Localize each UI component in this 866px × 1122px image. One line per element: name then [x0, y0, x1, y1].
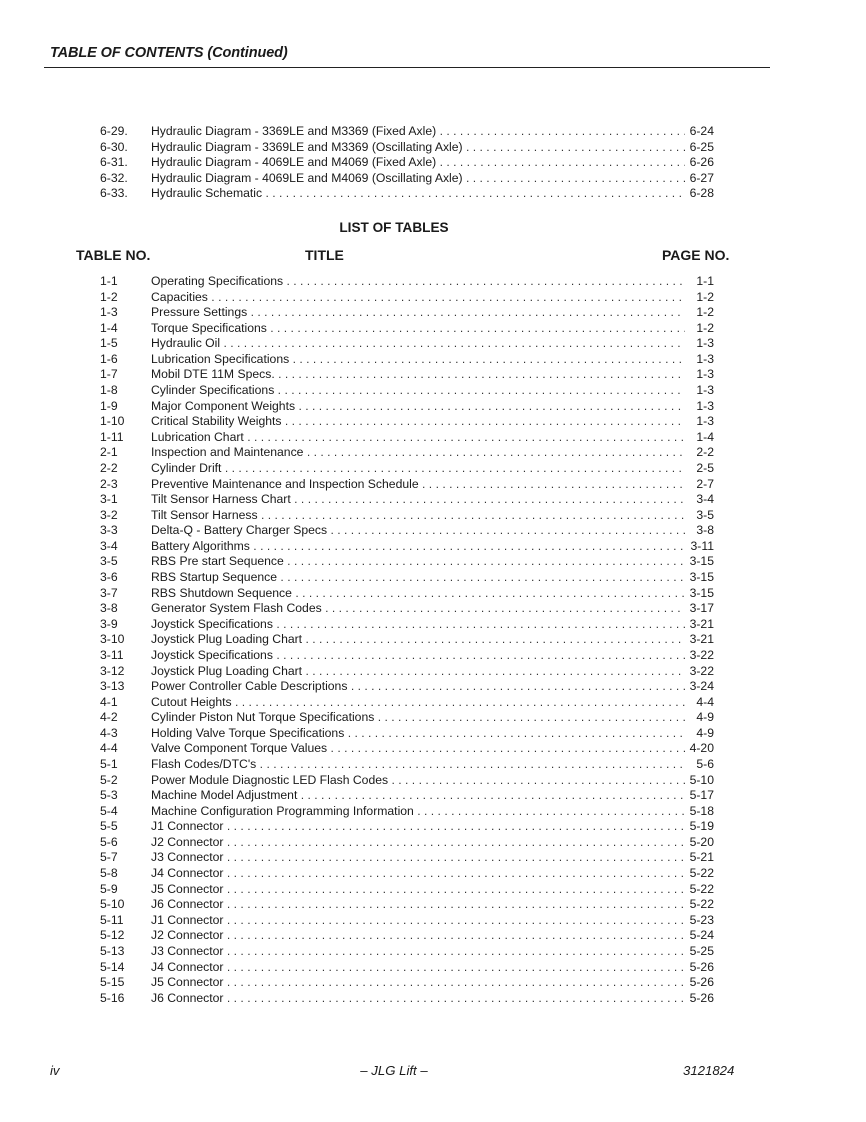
entry-number: 1-11: [100, 429, 124, 444]
toc-entry: [0, 273, 866, 289]
entry-page: 6-24: [689, 124, 714, 138]
entry-title: Power Controller Cable Descriptions . . .: [151, 678, 685, 694]
toc-entry: [0, 569, 866, 585]
entry-page: 5-17: [689, 788, 714, 803]
entry-title: Preventive Maintenance and Inspection Schedule . . .: [151, 476, 685, 492]
entry-title: Tilt Sensor Harness . . .: [151, 507, 685, 523]
toc-entry: [0, 912, 866, 928]
entry-title: Hydraulic Diagram - 4069LE and M4069 (Oscillating Axle) . . .: [151, 170, 685, 186]
entry-number: 1-7: [100, 367, 118, 382]
entry-page: 3-8: [696, 523, 714, 538]
entry-title: Power Module Diagnostic LED Flash Codes . . .: [151, 772, 685, 788]
entry-page: 3-22: [689, 663, 714, 678]
entry-title: J2 Connector . . .: [151, 927, 685, 943]
entry-page: 1-2: [696, 320, 714, 335]
entry-title: Machine Model Adjustment . . .: [151, 787, 685, 803]
entry-number: 3-6: [100, 570, 118, 585]
toc-entry: [0, 366, 866, 382]
entry-page: 5-22: [689, 866, 714, 881]
footer-center-text: – JLG Lift –: [360, 1063, 428, 1078]
entry-title: J6 Connector . . .: [151, 990, 685, 1006]
entry-page: 5-22: [689, 897, 714, 912]
entry-page: 5-6: [696, 756, 714, 771]
entry-number: 5-14: [100, 959, 125, 974]
entry-number: 6-33.: [100, 186, 128, 200]
entry-page: 1-2: [696, 305, 714, 320]
entry-title: Generator System Flash Codes . . .: [151, 600, 685, 616]
entry-number: 5-4: [100, 803, 118, 818]
entry-number: 5-1: [100, 756, 118, 771]
entry-title: Flash Codes/DTC's . . .: [151, 756, 685, 772]
entry-number: 5-11: [100, 912, 124, 927]
entry-page: 1-2: [696, 289, 714, 304]
toc-entry: [0, 725, 866, 741]
entry-number: 3-7: [100, 585, 118, 600]
toc-entry: [0, 990, 866, 1006]
entry-title: Hydraulic Oil . . .: [151, 335, 685, 351]
entry-number: 6-32.: [100, 170, 128, 185]
toc-entry: [0, 694, 866, 710]
entry-title: J3 Connector . . .: [151, 849, 685, 865]
footer-page-number: iv: [50, 1063, 60, 1078]
entry-page: 6-28: [689, 186, 714, 200]
entry-title: Operating Specifications . . .: [151, 273, 685, 289]
entry-page: 3-22: [689, 647, 714, 662]
entry-page: 5-24: [689, 928, 714, 943]
entry-page: 3-17: [689, 601, 714, 616]
toc-entry: [0, 123, 866, 139]
entry-title: J2 Connector . . .: [151, 834, 685, 850]
entry-title: J1 Connector . . .: [151, 912, 685, 928]
entry-title: Major Component Weights . . .: [151, 398, 685, 414]
entry-number: 4-4: [100, 741, 118, 756]
entry-number: 5-2: [100, 772, 118, 787]
toc-entry: [0, 320, 866, 336]
entry-number: 2-1: [100, 445, 118, 460]
toc-entry: [0, 444, 866, 460]
toc-entry: [0, 927, 866, 943]
page-header-title: TABLE OF CONTENTS (Continued): [50, 45, 288, 61]
entry-title: Cutout Heights . . .: [151, 694, 685, 710]
toc-entry: [0, 849, 866, 865]
entry-title: Cylinder Drift . . .: [151, 460, 685, 476]
toc-entry: [0, 382, 866, 398]
entry-number: 6-31.: [100, 155, 128, 169]
toc-entry: [0, 756, 866, 772]
entry-number: 5-13: [100, 943, 125, 958]
entry-number: 3-3: [100, 523, 118, 538]
entry-number: 3-1: [100, 492, 118, 507]
toc-entry: [0, 429, 866, 445]
column-header-table-no: TABLE NO.: [76, 247, 151, 263]
entry-number: 4-1: [100, 694, 118, 709]
entry-number: 1-8: [100, 383, 118, 398]
entry-number: 1-3: [100, 305, 118, 320]
entry-page: 5-21: [689, 850, 714, 865]
toc-entry: [0, 460, 866, 476]
entry-title: Valve Component Torque Values . . .: [151, 740, 685, 756]
entry-page: 3-5: [696, 507, 714, 522]
entry-title: Cylinder Piston Nut Torque Specifications . . .: [151, 709, 685, 725]
toc-entry: [0, 647, 866, 663]
entry-number: 2-3: [100, 476, 118, 491]
entry-title: J6 Connector . . .: [151, 896, 685, 912]
entry-number: 1-6: [100, 351, 118, 366]
toc-entry: [0, 834, 866, 850]
entry-number: 5-9: [100, 881, 118, 896]
entry-number: 5-10: [100, 897, 125, 912]
entry-title: Hydraulic Diagram - 3369LE and M3369 (Oscillating Axle) . . .: [151, 139, 685, 155]
entry-page: 1-4: [696, 429, 714, 444]
entry-page: 4-4: [696, 694, 714, 709]
entry-page: 5-20: [689, 834, 714, 849]
entry-number: 1-10: [100, 414, 125, 429]
entry-title: Joystick Specifications . . .: [151, 616, 685, 632]
toc-entry: [0, 139, 866, 155]
entry-title: Joystick Plug Loading Chart . . .: [151, 631, 685, 647]
entry-number: 1-9: [100, 398, 118, 413]
entry-title: Holding Valve Torque Specifications . . .: [151, 725, 685, 741]
toc-entry: [0, 351, 866, 367]
toc-entry: [0, 772, 866, 788]
toc-entry: [0, 398, 866, 414]
entry-title: Torque Specifications . . .: [151, 320, 685, 336]
entry-title: Critical Stability Weights . . .: [151, 413, 685, 429]
entry-title: RBS Pre start Sequence . . .: [151, 553, 685, 569]
entry-title: Lubrication Chart . . .: [151, 429, 685, 445]
column-header-title: TITLE: [305, 247, 344, 263]
toc-entry: [0, 585, 866, 601]
entry-title: Delta-Q - Battery Charger Specs . . .: [151, 522, 685, 538]
entry-page: 2-7: [696, 476, 714, 491]
toc-entry: [0, 335, 866, 351]
toc-entry: [0, 154, 866, 170]
toc-entry: [0, 678, 866, 694]
entry-number: 1-4: [100, 320, 118, 335]
entry-page: 3-21: [689, 616, 714, 631]
entry-title: Lubrication Specifications . . .: [151, 351, 685, 367]
entry-title: J4 Connector . . .: [151, 865, 685, 881]
entry-number: 1-2: [100, 289, 118, 304]
entry-page: 5-18: [689, 803, 714, 818]
entry-title: J5 Connector . . .: [151, 881, 685, 897]
toc-entry: [0, 413, 866, 429]
entry-number: 3-10: [100, 632, 125, 647]
entry-page: 6-26: [689, 155, 714, 169]
entry-number: 4-2: [100, 710, 118, 725]
entry-page: 1-3: [696, 367, 714, 382]
toc-entry: [0, 943, 866, 959]
entry-page: 3-15: [689, 570, 714, 585]
entry-page: 3-15: [689, 554, 714, 569]
entry-title: J5 Connector . . .: [151, 974, 685, 990]
entry-title: RBS Startup Sequence . . .: [151, 569, 685, 585]
entry-page: 1-3: [696, 414, 714, 429]
entry-page: 3-11: [690, 538, 714, 553]
entry-page: 5-25: [689, 943, 714, 958]
entry-number: 5-6: [100, 834, 118, 849]
entry-number: 5-15: [100, 975, 125, 990]
entry-page: 4-9: [696, 710, 714, 725]
entry-number: 3-5: [100, 554, 118, 569]
entry-number: 3-4: [100, 538, 118, 553]
toc-entry: [0, 740, 866, 756]
entry-page: 3-15: [689, 585, 714, 600]
toc-entry: [0, 170, 866, 186]
column-header-page-no: PAGE NO.: [662, 247, 730, 263]
entry-title: Hydraulic Diagram - 4069LE and M4069 (Fixed Axle) . . .: [151, 154, 685, 170]
footer-doc-number: 3121824: [683, 1063, 735, 1078]
entry-page: 3-21: [689, 632, 714, 647]
entry-page: 1-3: [696, 383, 714, 398]
entry-number: 3-11: [100, 647, 124, 662]
entry-number: 5-8: [100, 866, 118, 881]
toc-entry: [0, 974, 866, 990]
toc-entry: [0, 507, 866, 523]
entry-title: Mobil DTE 11M Specs. . . .: [151, 366, 685, 382]
entry-page: 1-3: [696, 398, 714, 413]
entry-title: Hydraulic Diagram - 3369LE and M3369 (Fixed Axle) . . .: [151, 123, 685, 139]
toc-entry: [0, 818, 866, 834]
toc-entry: [0, 185, 866, 201]
toc-entry: [0, 538, 866, 554]
entry-number: 3-9: [100, 616, 118, 631]
toc-entry: [0, 522, 866, 538]
entry-number: 5-12: [100, 928, 125, 943]
entry-page: 5-22: [689, 881, 714, 896]
entry-page: 3-24: [689, 679, 714, 694]
entry-title: Hydraulic Schematic . . .: [151, 185, 685, 201]
entry-title: J3 Connector . . .: [151, 943, 685, 959]
entry-page: 4-20: [689, 741, 714, 756]
entry-page: 4-9: [696, 725, 714, 740]
entry-title: Inspection and Maintenance . . .: [151, 444, 685, 460]
entry-title: Joystick Plug Loading Chart . . .: [151, 663, 685, 679]
entry-number: 4-3: [100, 725, 118, 740]
entry-title: J4 Connector . . .: [151, 959, 685, 975]
toc-entry: [0, 304, 866, 320]
toc-entry: [0, 289, 866, 305]
entry-number: 5-3: [100, 788, 118, 803]
entry-title: Pressure Settings . . .: [151, 304, 685, 320]
entry-title: Joystick Specifications . . .: [151, 647, 685, 663]
toc-entry: [0, 709, 866, 725]
toc-entry: [0, 663, 866, 679]
toc-entry: [0, 959, 866, 975]
entry-number: 5-16: [100, 990, 125, 1005]
entry-title: RBS Shutdown Sequence . . .: [151, 585, 685, 601]
entry-page: 2-2: [696, 445, 714, 460]
entry-title: Capacities . . .: [151, 289, 685, 305]
header-rule: [44, 67, 770, 68]
toc-entry: [0, 631, 866, 647]
entry-page: 5-26: [689, 990, 714, 1005]
entry-number: 3-2: [100, 507, 118, 522]
entry-page: 6-25: [689, 139, 714, 154]
entry-page: 1-3: [696, 336, 714, 351]
entry-number: 5-5: [100, 819, 118, 834]
entry-page: 5-26: [689, 975, 714, 990]
entry-page: 1-1: [696, 274, 714, 288]
toc-entry: [0, 600, 866, 616]
list-of-tables-heading: LIST OF TABLES: [339, 220, 449, 235]
entry-number: 5-7: [100, 850, 118, 865]
entry-number: 3-12: [100, 663, 125, 678]
entry-page: 2-5: [696, 460, 714, 475]
toc-entry: [0, 491, 866, 507]
entry-number: 3-13: [100, 679, 125, 694]
entry-title: Tilt Sensor Harness Chart . . .: [151, 491, 685, 507]
toc-entry: [0, 553, 866, 569]
entry-page: 5-19: [689, 819, 714, 834]
entry-page: 5-23: [689, 912, 714, 927]
entry-title: Cylinder Specifications . . .: [151, 382, 685, 398]
entry-number: 2-2: [100, 460, 118, 475]
entry-page: 6-27: [689, 170, 714, 185]
toc-entry: [0, 881, 866, 897]
toc-entry: [0, 896, 866, 912]
entry-number: 6-29.: [100, 124, 128, 138]
toc-entry: [0, 865, 866, 881]
entry-number: 6-30.: [100, 139, 128, 154]
entry-title: J1 Connector . . .: [151, 818, 685, 834]
toc-entry: [0, 787, 866, 803]
toc-entry: [0, 616, 866, 632]
entry-page: 5-26: [689, 959, 714, 974]
entry-page: 1-3: [696, 351, 714, 366]
toc-entry: [0, 476, 866, 492]
entry-page: 3-4: [696, 492, 714, 507]
entry-number: 3-8: [100, 601, 118, 616]
toc-entry: [0, 803, 866, 819]
entry-number: 1-5: [100, 336, 118, 351]
entry-title: Battery Algorithms . . .: [151, 538, 685, 554]
entry-title: Machine Configuration Programming Information . . .: [151, 803, 685, 819]
entry-number: 1-1: [100, 274, 118, 288]
entry-page: 5-10: [689, 772, 714, 787]
